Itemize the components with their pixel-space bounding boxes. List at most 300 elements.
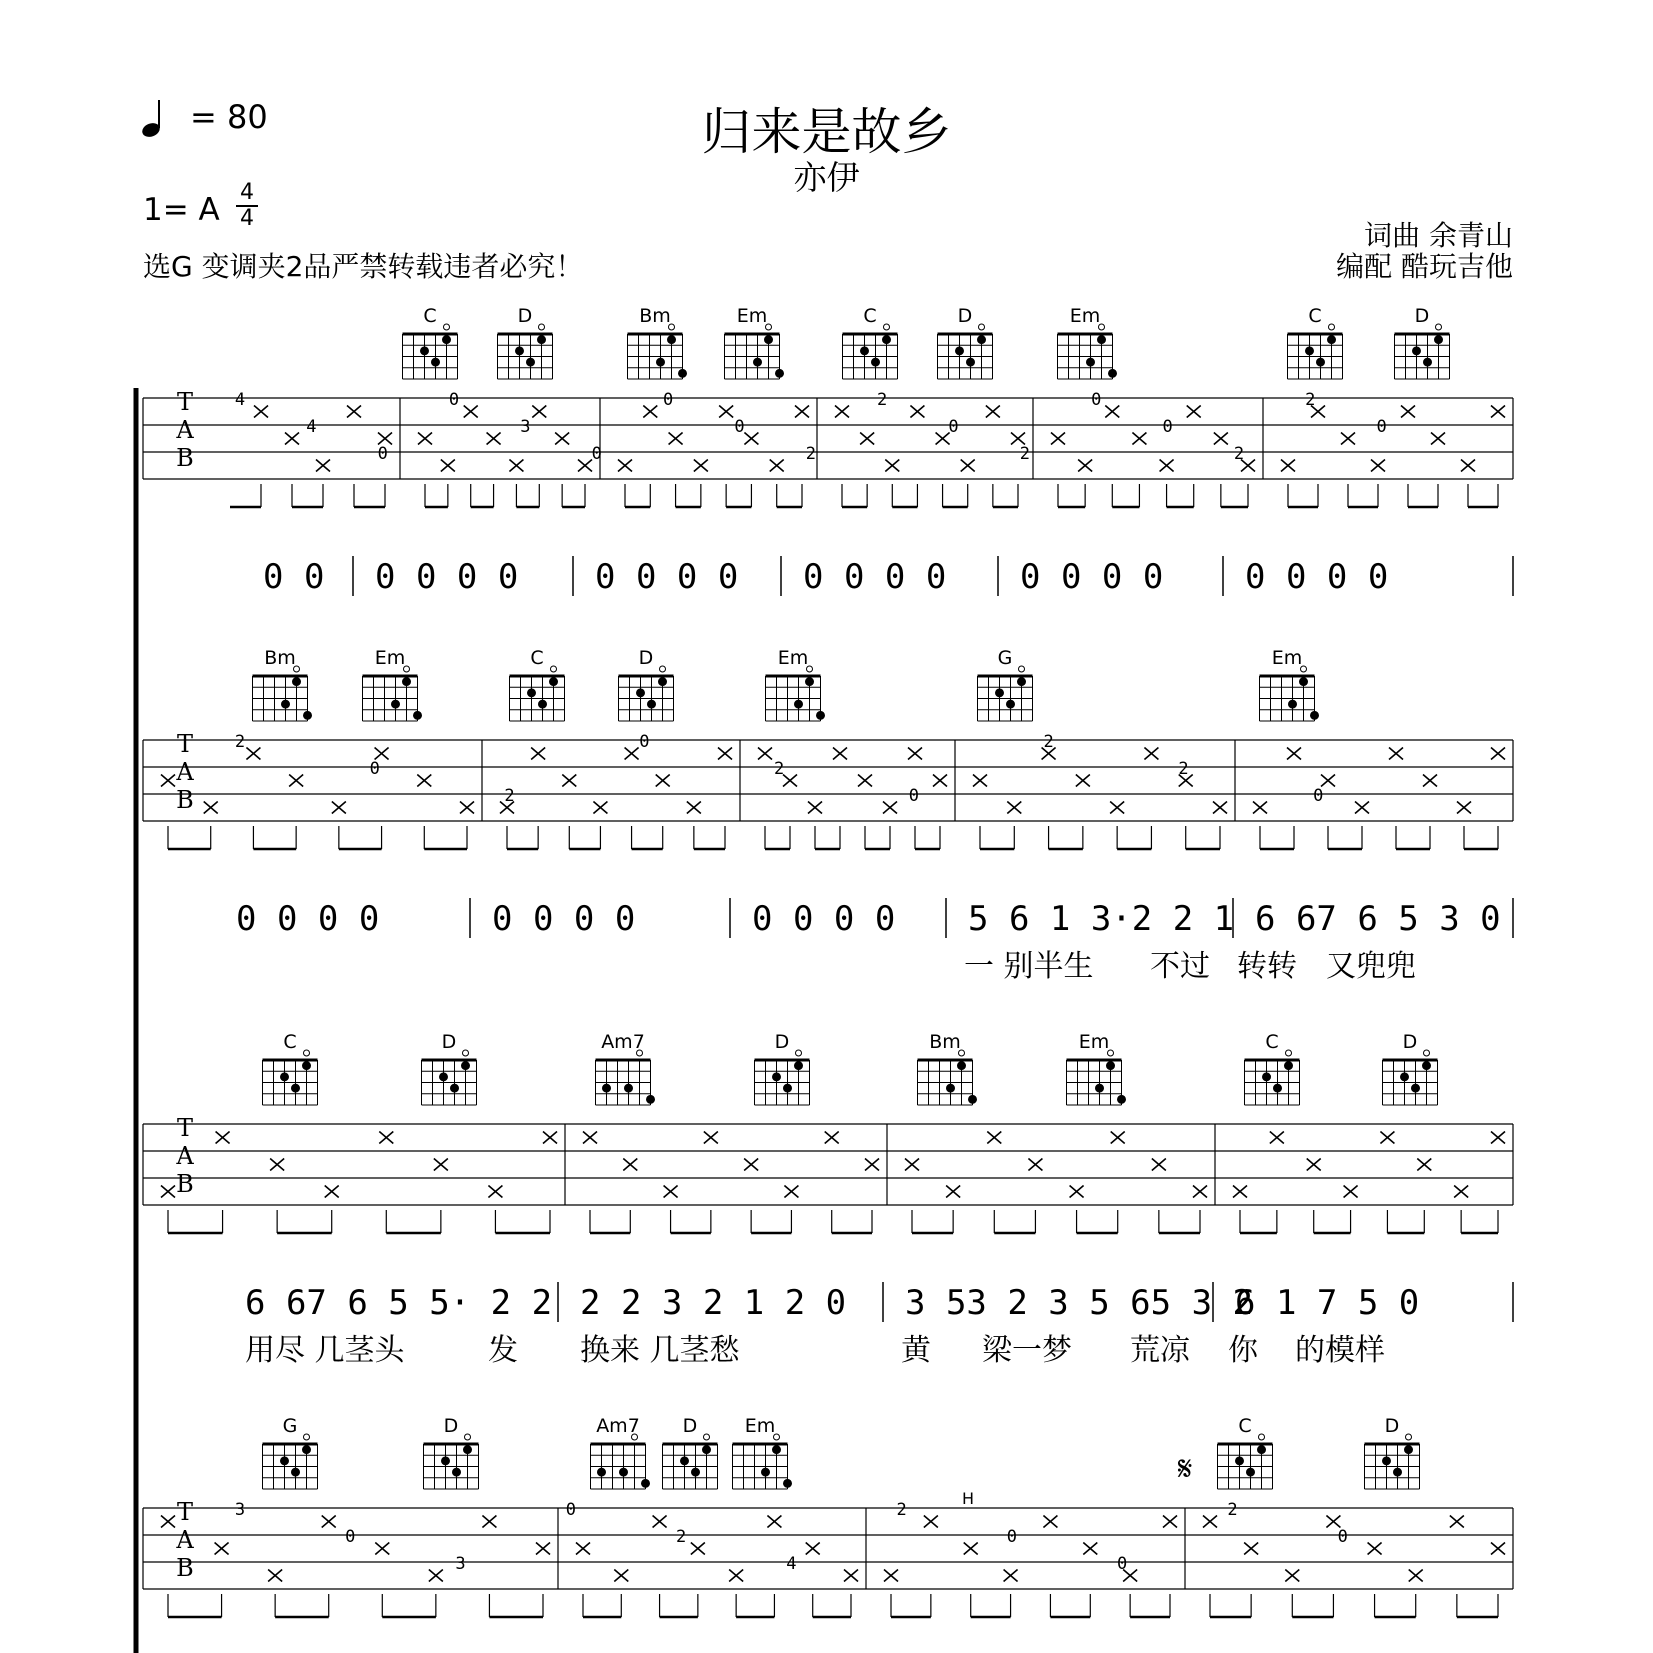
strum-x bbox=[795, 406, 809, 418]
strum-x bbox=[1011, 433, 1025, 445]
chord-dot bbox=[1235, 1456, 1244, 1465]
chord-name: Bm bbox=[639, 305, 671, 327]
chord-name: C bbox=[423, 305, 437, 327]
chord-dot bbox=[1400, 1072, 1409, 1081]
chord-diagram bbox=[725, 305, 785, 379]
chord-dot bbox=[772, 1072, 781, 1081]
strum-x bbox=[1028, 1159, 1042, 1171]
chord-diagram bbox=[1288, 305, 1343, 379]
chord-dot bbox=[1423, 358, 1432, 367]
chord-dot bbox=[680, 1456, 689, 1465]
strum-x bbox=[946, 1186, 960, 1198]
fret-number: 0 bbox=[1091, 390, 1102, 410]
strum-x bbox=[488, 1186, 502, 1198]
strum-x bbox=[614, 1570, 628, 1582]
chord-dot bbox=[1422, 1061, 1431, 1070]
chord-name: Em bbox=[374, 647, 406, 669]
tab-clef-letter: T bbox=[176, 388, 194, 416]
chord-dot bbox=[772, 1445, 781, 1454]
chord-name: Am7 bbox=[601, 1031, 645, 1053]
fret-number: 3 bbox=[520, 417, 531, 437]
open-string-marker bbox=[796, 1050, 802, 1056]
strum-x bbox=[1111, 1132, 1125, 1144]
strum-x bbox=[379, 1132, 393, 1144]
strum-x bbox=[1132, 433, 1146, 445]
time-signature-bottom: 4 bbox=[240, 206, 254, 231]
strum-x bbox=[808, 802, 822, 814]
chord-dot bbox=[442, 335, 451, 344]
lyric: 又兜兜 bbox=[1326, 949, 1416, 984]
chord-dot bbox=[619, 1468, 628, 1477]
chord-dot bbox=[753, 358, 762, 367]
fret-number: 2 bbox=[504, 786, 515, 806]
chord-dot bbox=[1299, 677, 1308, 686]
lyric: 荒凉 bbox=[1130, 1333, 1190, 1368]
strum-x bbox=[576, 1543, 590, 1555]
strum-x bbox=[536, 1543, 550, 1555]
strum-x bbox=[1144, 748, 1158, 760]
chord-dot bbox=[1382, 1456, 1391, 1465]
chord-dot bbox=[1095, 1084, 1104, 1093]
chord-dot bbox=[656, 358, 665, 367]
chord-dot bbox=[783, 1084, 792, 1093]
chord-diagram bbox=[424, 1415, 479, 1489]
chord-name: Em bbox=[744, 1415, 776, 1437]
open-string-marker bbox=[465, 1434, 471, 1440]
chord-diagram bbox=[591, 1415, 651, 1489]
chord-dot bbox=[452, 1468, 461, 1477]
chord-dot bbox=[966, 358, 975, 367]
jianpu-measure: 0 0 0 0 bbox=[1020, 557, 1164, 597]
jianpu-measure: 0 0 0 0 bbox=[803, 557, 947, 597]
chord-dot bbox=[1404, 1445, 1413, 1454]
chord-diagram bbox=[938, 305, 993, 379]
chord-dot bbox=[636, 688, 645, 697]
chord-dot bbox=[431, 358, 440, 367]
chord-name: D bbox=[1384, 1415, 1400, 1437]
chord-dot bbox=[1310, 711, 1319, 720]
strum-x bbox=[767, 1516, 781, 1528]
chord-dot bbox=[1117, 1095, 1126, 1104]
strum-x bbox=[1344, 1186, 1358, 1198]
strum-x bbox=[1004, 1570, 1018, 1582]
chord-dot bbox=[526, 358, 535, 367]
fret-number: 0 bbox=[948, 417, 959, 437]
chord-diagram bbox=[1395, 305, 1450, 379]
arranger-credit: 编配 酷玩吉他 bbox=[1336, 250, 1513, 283]
strum-x bbox=[161, 1186, 175, 1198]
tab-clef-letter: A bbox=[176, 416, 194, 444]
strum-x bbox=[1213, 802, 1227, 814]
jianpu-measure: 0 0 0 0 bbox=[752, 899, 896, 939]
strum-x bbox=[643, 406, 657, 418]
strum-x bbox=[1070, 1186, 1084, 1198]
fret-number: 2 bbox=[877, 390, 888, 410]
fret-number: 0 bbox=[591, 444, 602, 464]
chord-dot bbox=[413, 711, 422, 720]
fret-number: 0 bbox=[1376, 417, 1387, 437]
strum-x bbox=[623, 1159, 637, 1171]
chord-name: D bbox=[774, 1031, 790, 1053]
jianpu-measure: 6 67 6 5 3 0 bbox=[1255, 899, 1501, 939]
strum-x bbox=[1152, 1159, 1166, 1171]
strum-x bbox=[1307, 1159, 1321, 1171]
chord-dot bbox=[764, 335, 773, 344]
tab-clef-letter: T bbox=[176, 1114, 194, 1142]
open-string-marker bbox=[884, 324, 890, 330]
lyric: 用尽 几茎头 bbox=[245, 1333, 405, 1368]
open-string-marker bbox=[1019, 666, 1025, 672]
chord-dot bbox=[955, 346, 964, 355]
strum-x bbox=[1163, 1516, 1177, 1528]
strum-x bbox=[1076, 775, 1090, 787]
tempo: = 80 bbox=[190, 98, 268, 136]
strum-x bbox=[509, 460, 523, 472]
strum-x bbox=[464, 406, 478, 418]
chord-name: G bbox=[997, 647, 1013, 669]
jianpu-measure: 0 0 0 0 bbox=[492, 899, 636, 939]
fret-number: 4 bbox=[786, 1554, 797, 1574]
strum-x bbox=[784, 1186, 798, 1198]
lyric: 不过 bbox=[1150, 949, 1210, 984]
hammer-on-marker: H bbox=[961, 1489, 975, 1508]
strum-x bbox=[987, 1132, 1001, 1144]
strum-x bbox=[908, 748, 922, 760]
fret-number: 2 bbox=[1227, 1500, 1238, 1520]
lyric: 一 别半生 bbox=[964, 949, 1094, 984]
chord-name: Em bbox=[777, 647, 809, 669]
strum-x bbox=[656, 775, 670, 787]
strum-x bbox=[1423, 775, 1437, 787]
strum-x bbox=[770, 460, 784, 472]
chord-diagram bbox=[363, 647, 423, 721]
strum-x bbox=[204, 802, 218, 814]
strum-x bbox=[758, 748, 772, 760]
strum-x bbox=[1401, 406, 1415, 418]
strum-x bbox=[216, 1132, 230, 1144]
chord-dot bbox=[303, 711, 312, 720]
strum-x bbox=[1187, 406, 1201, 418]
strum-x bbox=[744, 1159, 758, 1171]
fret-number: 0 bbox=[1117, 1554, 1128, 1574]
chord-dot bbox=[515, 346, 524, 355]
open-string-marker bbox=[774, 1434, 780, 1440]
strum-x bbox=[885, 460, 899, 472]
fret-number: 2 bbox=[896, 1500, 907, 1520]
fret-number: 3 bbox=[234, 1500, 246, 1520]
fret-number: 0 bbox=[1337, 1527, 1348, 1547]
open-string-marker bbox=[1259, 1434, 1265, 1440]
strum-x bbox=[246, 748, 260, 760]
chord-dot bbox=[1006, 700, 1015, 709]
chord-name: Em bbox=[736, 305, 768, 327]
strum-x bbox=[434, 1159, 448, 1171]
strum-x bbox=[1431, 433, 1445, 445]
open-string-marker bbox=[959, 1050, 965, 1056]
chord-name: C bbox=[1238, 1415, 1252, 1437]
fret-number: 0 bbox=[448, 390, 460, 410]
open-string-marker bbox=[807, 666, 813, 672]
strum-x bbox=[973, 775, 987, 787]
strum-x bbox=[964, 1543, 978, 1555]
chord-dot bbox=[1284, 1061, 1293, 1070]
time-signature-top: 4 bbox=[240, 180, 254, 205]
segno-sign: 𝄋 bbox=[1177, 1449, 1193, 1489]
chord-diagram bbox=[1260, 647, 1320, 721]
chord-dot bbox=[1097, 335, 1106, 344]
chord-name: D bbox=[1402, 1031, 1418, 1053]
tab-clef-letter: T bbox=[176, 730, 194, 758]
chord-dot bbox=[302, 1445, 311, 1454]
strum-x bbox=[332, 802, 346, 814]
strum-x bbox=[687, 802, 701, 814]
open-string-marker bbox=[1286, 1050, 1292, 1056]
jianpu-measure: 0 0 0 0 bbox=[595, 557, 739, 597]
strum-x bbox=[487, 433, 501, 445]
fret-number: 2 bbox=[805, 444, 816, 464]
tab-clef-letter: B bbox=[176, 786, 194, 814]
strum-x bbox=[883, 802, 897, 814]
strum-x bbox=[1355, 802, 1369, 814]
strum-x bbox=[1160, 460, 1174, 472]
strum-x bbox=[718, 748, 732, 760]
strum-x bbox=[555, 433, 569, 445]
chord-dot bbox=[281, 700, 290, 709]
strum-x bbox=[1371, 460, 1385, 472]
strum-x bbox=[719, 406, 733, 418]
chord-dot bbox=[882, 335, 891, 344]
chord-dot bbox=[946, 1084, 955, 1093]
strum-x bbox=[289, 775, 303, 787]
chord-name: C bbox=[1265, 1031, 1279, 1053]
chord-diagram bbox=[1245, 1031, 1300, 1105]
chord-dot bbox=[1108, 369, 1117, 378]
strum-x bbox=[1326, 1516, 1340, 1528]
fret-number: 0 bbox=[1313, 786, 1324, 806]
strum-x bbox=[653, 1516, 667, 1528]
chord-dot bbox=[658, 677, 667, 686]
strum-x bbox=[844, 1570, 858, 1582]
fret-number: 4 bbox=[234, 390, 246, 410]
open-string-marker bbox=[1301, 666, 1307, 672]
jianpu-measure: 0 0 0 0 bbox=[236, 899, 380, 939]
fret-number: 0 bbox=[369, 759, 380, 779]
jianpu-measure: 0 0 bbox=[263, 557, 325, 597]
strum-x bbox=[664, 1186, 678, 1198]
strum-x bbox=[1214, 433, 1228, 445]
tab-clef-letter: B bbox=[176, 444, 194, 472]
chord-dot bbox=[995, 688, 1004, 697]
chord-dot bbox=[538, 700, 547, 709]
chord-diagram bbox=[918, 1031, 978, 1105]
strum-x bbox=[543, 1132, 557, 1144]
open-string-marker bbox=[304, 1434, 310, 1440]
strum-x bbox=[161, 775, 175, 787]
chord-dot bbox=[624, 1084, 633, 1093]
chord-dot bbox=[968, 1095, 977, 1104]
jianpu-measure: 0 0 0 0 bbox=[1245, 557, 1389, 597]
strum-x bbox=[1457, 802, 1471, 814]
chord-diagram bbox=[263, 1415, 318, 1489]
open-string-marker bbox=[551, 666, 557, 672]
fret-number: 0 bbox=[908, 786, 920, 806]
chord-diagram bbox=[1218, 1415, 1273, 1489]
chord-dot bbox=[463, 1445, 472, 1454]
strum-x bbox=[1417, 1159, 1431, 1171]
chord-diagram bbox=[619, 647, 674, 721]
copyright-notice: 选G 变调夹2品严禁转载违者必究！ bbox=[143, 250, 584, 283]
chord-diagram bbox=[1365, 1415, 1420, 1489]
strum-x bbox=[1321, 775, 1335, 787]
strum-x bbox=[924, 1516, 938, 1528]
strum-x bbox=[729, 1570, 743, 1582]
chord-name: D bbox=[1414, 305, 1430, 327]
open-string-marker bbox=[404, 666, 410, 672]
strum-x bbox=[1389, 748, 1403, 760]
chord-name: D bbox=[441, 1031, 457, 1053]
chord-dot bbox=[1434, 335, 1443, 344]
jianpu-measure: 2 2 3 2 1 2 0 bbox=[580, 1283, 847, 1323]
chord-diagram bbox=[422, 1031, 477, 1105]
open-string-marker bbox=[463, 1050, 469, 1056]
strum-x bbox=[905, 1159, 919, 1171]
strum-x bbox=[825, 1132, 839, 1144]
chord-dot bbox=[667, 335, 676, 344]
chord-diagram bbox=[253, 647, 313, 721]
fret-number: 0 bbox=[662, 390, 674, 410]
chord-dot bbox=[1262, 1072, 1271, 1081]
fret-number: 4 bbox=[306, 417, 317, 437]
strum-x bbox=[429, 1570, 443, 1582]
strum-x bbox=[347, 406, 361, 418]
strum-x bbox=[694, 460, 708, 472]
strum-x bbox=[1341, 433, 1355, 445]
strum-x bbox=[618, 460, 632, 472]
chord-diagram bbox=[766, 647, 826, 721]
strum-x bbox=[1491, 1543, 1505, 1555]
chord-name: D bbox=[638, 647, 654, 669]
fret-number: 2 bbox=[1178, 759, 1189, 779]
strum-x bbox=[460, 802, 474, 814]
open-string-marker bbox=[444, 324, 450, 330]
key-signature: 1= A bbox=[143, 192, 220, 228]
lyricist-credit: 词曲 余青山 bbox=[1364, 219, 1513, 252]
strum-x bbox=[285, 433, 299, 445]
open-string-marker bbox=[704, 1434, 710, 1440]
chord-dot bbox=[1412, 346, 1421, 355]
strum-x bbox=[1105, 406, 1119, 418]
strum-x bbox=[593, 802, 607, 814]
chord-name: Em bbox=[1078, 1031, 1110, 1053]
lyric: 转转 bbox=[1237, 949, 1297, 984]
jianpu-measure: 3 53 2 3 5 65 3 2 bbox=[905, 1283, 1253, 1323]
chord-name: D bbox=[517, 305, 533, 327]
open-string-marker bbox=[979, 324, 985, 330]
chord-name: Bm bbox=[264, 647, 296, 669]
chord-diagram bbox=[733, 1415, 793, 1489]
strum-x bbox=[583, 1132, 597, 1144]
fret-number: 2 bbox=[1305, 390, 1316, 410]
fret-number: 0 bbox=[345, 1527, 356, 1547]
strum-x bbox=[1270, 1132, 1284, 1144]
chord-dot bbox=[805, 677, 814, 686]
strum-x bbox=[1244, 1543, 1258, 1555]
chord-dot bbox=[602, 1084, 611, 1093]
chord-dot bbox=[977, 335, 986, 344]
chord-dot bbox=[816, 711, 825, 720]
chord-dot bbox=[527, 688, 536, 697]
lyric: 你 bbox=[1228, 1333, 1258, 1368]
strum-x bbox=[1287, 748, 1301, 760]
strum-x bbox=[1007, 802, 1021, 814]
song-title: 归来是故乡 bbox=[701, 103, 952, 161]
strum-x bbox=[270, 1159, 284, 1171]
strum-x bbox=[806, 1543, 820, 1555]
strum-x bbox=[1078, 460, 1092, 472]
strum-x bbox=[1409, 1570, 1423, 1582]
chord-dot bbox=[597, 1468, 606, 1477]
open-string-marker bbox=[304, 1050, 310, 1056]
chord-dot bbox=[391, 700, 400, 709]
strum-x bbox=[704, 1132, 718, 1144]
strum-x bbox=[1368, 1543, 1382, 1555]
strum-x bbox=[1461, 460, 1475, 472]
open-string-marker bbox=[294, 666, 300, 672]
chord-name: D bbox=[443, 1415, 459, 1437]
jianpu-measure: 5 6 1 3·2 2 1 bbox=[968, 899, 1235, 939]
strum-x bbox=[858, 775, 872, 787]
lyric: 换来 几茎愁 bbox=[580, 1333, 740, 1368]
open-string-marker bbox=[660, 666, 666, 672]
chord-dot bbox=[450, 1084, 459, 1093]
strum-x bbox=[1491, 406, 1505, 418]
chord-dot bbox=[291, 1468, 300, 1477]
chord-diagram bbox=[628, 305, 688, 379]
open-string-marker bbox=[539, 324, 545, 330]
tab-clef-letter: T bbox=[176, 1498, 194, 1526]
fret-number: 0 bbox=[377, 444, 388, 464]
strum-x bbox=[532, 406, 546, 418]
chord-dot bbox=[1086, 358, 1095, 367]
chord-diagram bbox=[263, 1031, 318, 1105]
chord-name: D bbox=[682, 1415, 698, 1437]
chord-name: C bbox=[1308, 305, 1322, 327]
strum-x bbox=[1083, 1543, 1097, 1555]
lyric: 黄 bbox=[901, 1333, 931, 1368]
strum-x bbox=[1233, 1186, 1247, 1198]
strum-x bbox=[322, 1516, 336, 1528]
chord-dot bbox=[461, 1061, 470, 1070]
fret-number: 2 bbox=[773, 759, 785, 779]
open-string-marker bbox=[1099, 324, 1105, 330]
chord-dot bbox=[549, 677, 558, 686]
fret-number: 0 bbox=[1006, 1527, 1018, 1547]
strum-x bbox=[835, 406, 849, 418]
chord-diagram bbox=[596, 1031, 656, 1105]
tab-clef-letter: B bbox=[176, 1170, 194, 1198]
fret-number: 2 bbox=[1233, 444, 1245, 464]
chord-name: Am7 bbox=[596, 1415, 640, 1437]
chord-dot bbox=[1305, 346, 1314, 355]
strum-x bbox=[254, 406, 268, 418]
strum-x bbox=[833, 748, 847, 760]
strum-x bbox=[1193, 1186, 1207, 1198]
lyric: 发 bbox=[488, 1333, 518, 1368]
artist: 亦伊 bbox=[793, 158, 860, 197]
strum-x bbox=[1491, 1132, 1505, 1144]
chord-name: C bbox=[530, 647, 544, 669]
chord-dot bbox=[702, 1445, 711, 1454]
